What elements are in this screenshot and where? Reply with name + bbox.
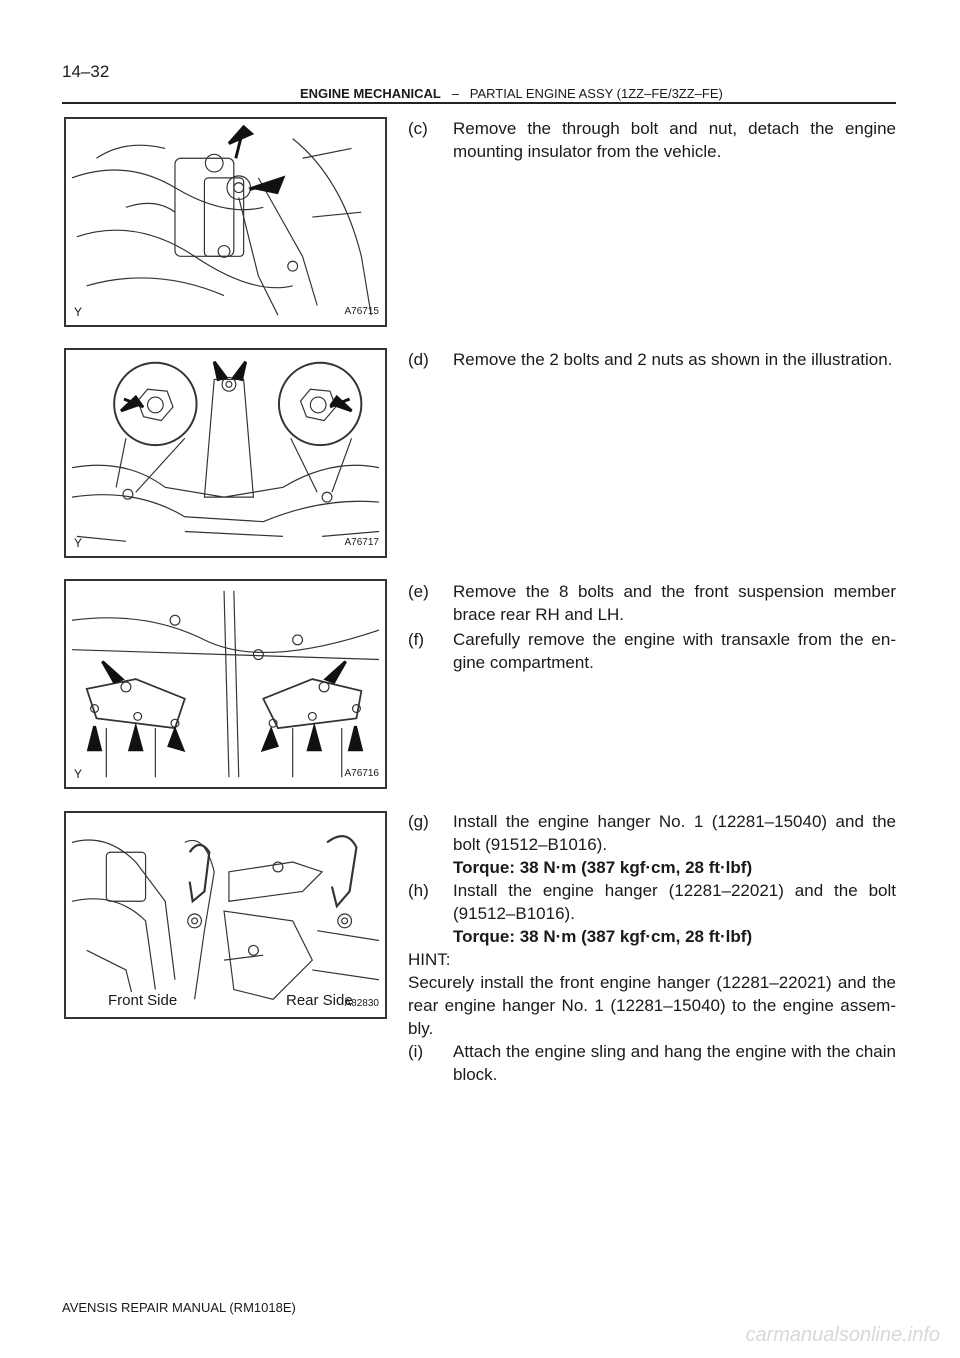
- step-h: [408, 879, 896, 948]
- torque-spec: Torque: 38 N·m (387 kgf·cm, 28 ft·lbf): [453, 858, 753, 877]
- figure-code: A76715: [344, 306, 379, 317]
- figure-code: A76716: [344, 768, 379, 779]
- rear-side-label: Rear Side: [286, 992, 353, 1009]
- step-marker: (f): [408, 630, 425, 649]
- step-marker: (i): [408, 1042, 424, 1061]
- step-i: [408, 1040, 896, 1086]
- figure-suspension-brace: [64, 579, 387, 789]
- engine-hangers-illustration: [66, 813, 385, 1017]
- step-text: Remove the 8 bolts and the front suspension member brace rear RH and LH.: [453, 582, 896, 624]
- engine-mount-illustration: [66, 119, 385, 325]
- figure-engine-hangers: [64, 811, 387, 1019]
- step-text: Remove the through bolt and nut, detach the engine mounting insulator from the vehicle.: [453, 119, 896, 161]
- torque-spec: Torque: 38 N·m (387 kgf·cm, 28 ft·lbf): [453, 927, 753, 946]
- bolts-nuts-illustration: [66, 350, 385, 556]
- figure-axis-label: Y: [74, 305, 83, 319]
- figure-engine-mount-insulator: [64, 117, 387, 327]
- front-side-label: Front Side: [108, 992, 178, 1009]
- step-text: Remove the 2 bolts and 2 nuts as shown in the illustration.: [453, 350, 893, 369]
- step-c: [408, 117, 896, 163]
- subsection-title: PARTIAL ENGINE ASSY (1ZZ–FE/3ZZ–FE): [469, 86, 723, 101]
- figure-axis-label: Y: [74, 536, 83, 550]
- step-marker: (g): [408, 812, 429, 831]
- step-text: Carefully remove the engine with transaxle from the en-gine compartment.: [453, 630, 896, 672]
- step-e: [408, 580, 896, 626]
- step-text: Install the engine hanger No. 1 (12281–15040) and the bolt (91512–B1016).: [453, 812, 896, 854]
- figure-code: A82830: [344, 998, 379, 1009]
- figure-code: A76717: [344, 537, 379, 548]
- step-marker: (d): [408, 350, 429, 369]
- step-marker: (e): [408, 582, 429, 601]
- step-text: Attach the engine sling and hang the engine with the chain block.: [453, 1042, 896, 1084]
- header-separator: –: [451, 86, 459, 101]
- step-g: [408, 810, 896, 879]
- step-marker: (c): [408, 119, 428, 138]
- watermark: carmanualsonline.info: [745, 1324, 940, 1346]
- figure-bolts-and-nuts: [64, 348, 387, 558]
- step-marker: (h): [408, 881, 429, 900]
- section-title: ENGINE MECHANICAL: [300, 86, 441, 101]
- section-header: [300, 86, 723, 101]
- page-number: 14–32: [62, 62, 110, 81]
- step-d: [408, 348, 896, 371]
- step-text: Install the engine hanger (12281–22021) and the bolt (91512–B1016).: [453, 881, 896, 923]
- hint-text: Securely install the front engine hanger (12281–22021) and the rear engine hanger No. 1 (12281–15040) to the engine assem-bly.: [408, 973, 896, 1038]
- suspension-brace-illustration: [66, 581, 385, 787]
- step-f: [408, 628, 896, 674]
- header-rule: [62, 102, 896, 104]
- footer-manual-title: AVENSIS REPAIR MANUAL (RM1018E): [62, 1300, 296, 1315]
- hint-label: HINT:: [408, 950, 451, 969]
- figure-axis-label: Y: [74, 767, 83, 781]
